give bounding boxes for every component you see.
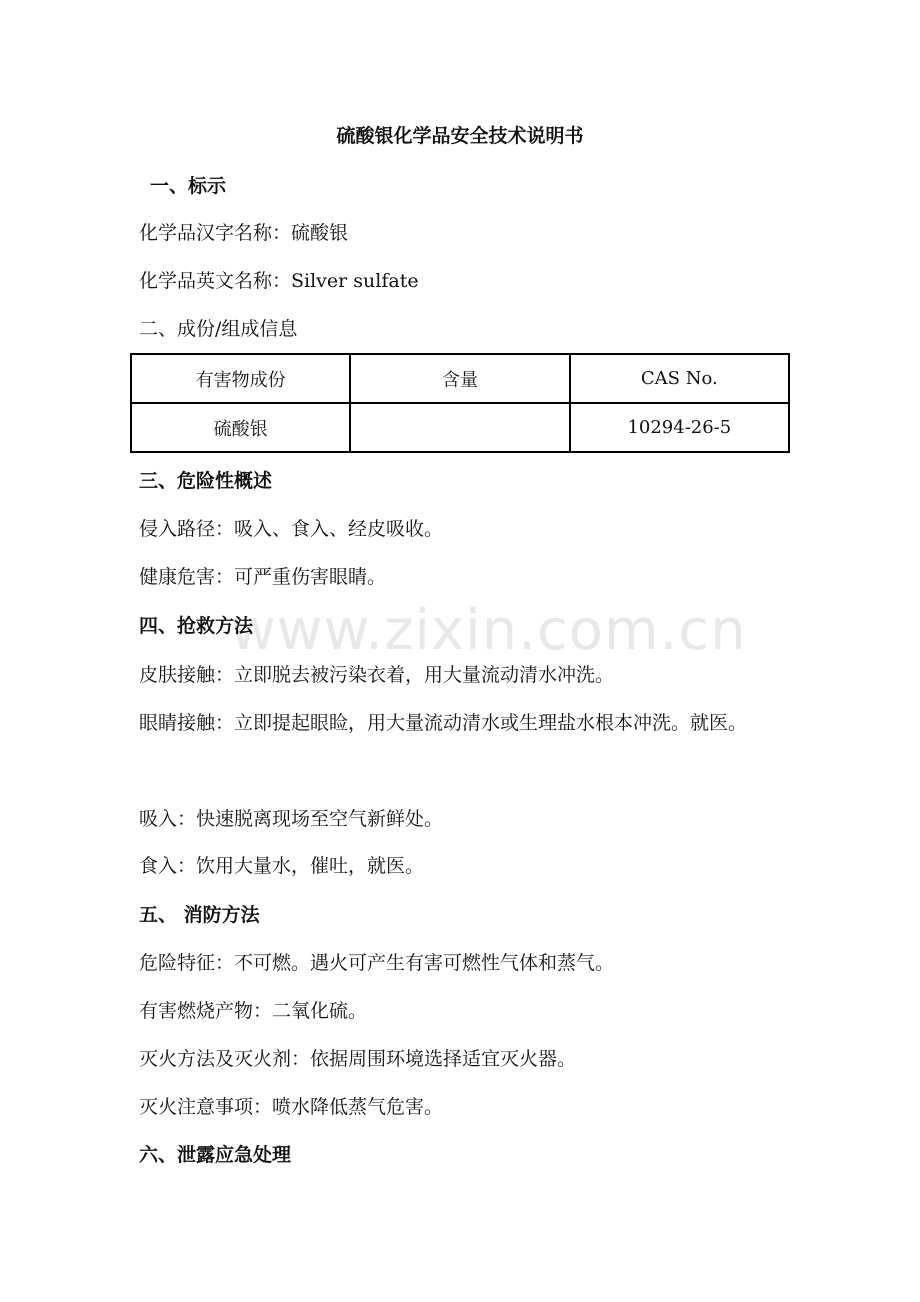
hazard-features: 危险特征：不可燃。遇火可产生有害可燃性气体和蒸气。: [139, 952, 615, 974]
section-heading-firefighting: 五、 消防方法: [139, 904, 260, 926]
health-hazard: 健康危害：可严重伤害眼睛。: [139, 566, 387, 588]
ingestion: 食入：饮用大量水，催吐，就医。: [139, 855, 425, 877]
inhalation: 吸入：快速脱离现场至空气新鲜处。: [139, 808, 444, 830]
chemical-chinese-name: 化学品汉字名称：硫酸银: [139, 222, 349, 244]
table-header-cell: CAS No.: [570, 354, 789, 403]
section-heading-hazards: 三、危险性概述: [139, 470, 273, 492]
section-heading-spill: 六、泄露应急处理: [139, 1144, 292, 1166]
section-heading-composition: 二、成份/组成信息: [139, 318, 298, 340]
document-title: 硫酸银化学品安全技术说明书: [336, 125, 584, 147]
composition-table: [130, 353, 790, 453]
firefighting-notes: 灭火注意事项：喷水降低蒸气危害。: [139, 1096, 444, 1118]
section-heading-first-aid: 四、抢救方法: [139, 615, 254, 637]
table-row: [131, 403, 789, 452]
table-cell: [350, 403, 569, 452]
table-cell: 硫酸银: [131, 403, 350, 452]
section-heading-identification: 一、标示: [150, 175, 227, 197]
watermark: www.zixin.com.cn: [230, 598, 747, 663]
eye-contact: 眼睛接触：立即提起眼睑，用大量流动清水或生理盐水根本冲洗。就医。: [139, 712, 748, 734]
table-header-cell: 含量: [350, 354, 569, 403]
skin-contact: 皮肤接触：立即脱去被污染衣着，用大量流动清水冲洗。: [139, 664, 615, 686]
combustion-products: 有害燃烧产物：二氧化硫。: [139, 1000, 368, 1022]
table-header-row: [131, 354, 789, 403]
extinguishing-method: 灭火方法及灭火剂：依据周围环境选择适宜灭火器。: [139, 1048, 577, 1070]
table-header-cell: 有害物成份: [131, 354, 350, 403]
table-cell: 10294-26-5: [570, 403, 789, 452]
chemical-english-name: 化学品英文名称：Silver sulfate: [139, 270, 419, 292]
exposure-route: 侵入路径：吸入、食入、经皮吸收。: [139, 518, 444, 540]
